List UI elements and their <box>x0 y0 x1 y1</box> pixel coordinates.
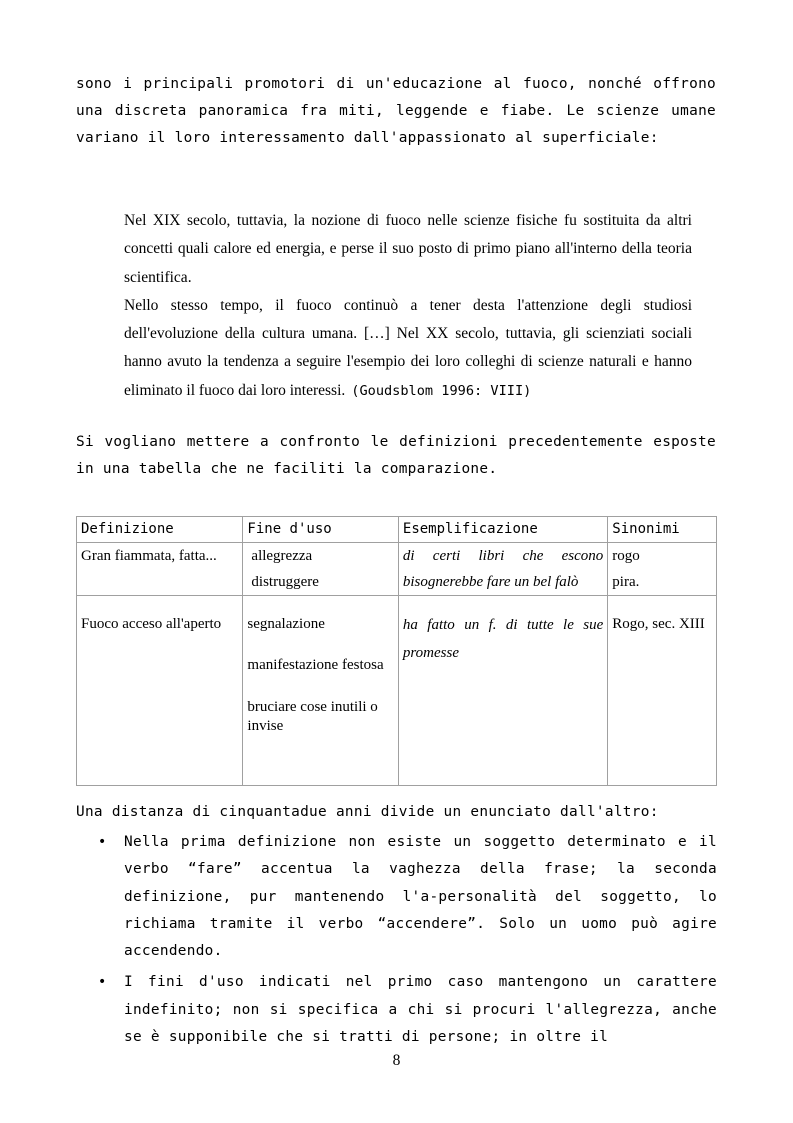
header-fine-uso: Fine d'uso <box>243 517 398 543</box>
comparison-table <box>76 516 717 786</box>
block-quote <box>124 207 692 405</box>
intro-paragraph: sono i principali promotori di un'educazione al fuoco, nonché offrono una discreta panoramica fra miti, leggende e fiabe. Le scienze umane variano il loro interessamento dall'appassionato al superficiale: <box>76 76 716 147</box>
sinonimo-item: pira. <box>612 574 640 590</box>
quote-paragraph-1: Nel XIX secolo, tuttavia, la nozione di fuoco nelle scienze fisiche fu sostituita da altri concetti quali calore ed energia, e perse il suo posto di primo piano all'interno della teoria scientifica. <box>124 212 692 286</box>
bullet-icon: • <box>98 834 107 850</box>
quote-citation: (Goudsblom 1996: VIII) <box>351 382 532 399</box>
header-esemplificazione: Esemplificazione <box>398 517 607 543</box>
table-header-row <box>77 517 717 543</box>
bullet-list <box>76 829 717 1051</box>
after-table-paragraph: Una distanza di cinquantadue anni divide un enunciato dall'altro: <box>76 804 659 820</box>
fine-item: segnalazione <box>247 616 325 632</box>
table-row <box>77 543 717 596</box>
list-item-text: Nella prima definizione non esiste un soggetto determinato e il verbo “fare” accentua la vaghezza della frase; la seconda definizione, pur mantenendo l'a-personalità del soggetto, lo richiama tramite il verbo “accendere”. Solo un uomo può agire accendendo. <box>124 834 717 960</box>
fine-item: allegrezza <box>251 548 313 564</box>
header-sinonimi: Sinonimi <box>608 517 717 543</box>
cell-esemplificazione: di certi libri che escono bisognerebbe fare un bel falò <box>398 543 607 596</box>
cell-esemplificazione: ha fatto un f. di tutte le sue promesse <box>398 596 607 786</box>
cell-fine-uso <box>243 596 398 786</box>
cell-definizione: Gran fiammata, fatta... <box>77 543 243 596</box>
list-item <box>76 829 717 965</box>
cell-sinonimi: Rogo, sec. XIII <box>608 596 717 786</box>
cell-sinonimi <box>608 543 717 596</box>
quote-paragraph-2 <box>124 292 692 405</box>
fine-item: manifestazione festosa <box>247 657 384 673</box>
quote-paragraph-2-text: Nello stesso tempo, il fuoco continuò a tener desta l'attenzione degli studiosi dell'evoluzione della cultura umana. […] Nel XX secolo, tuttavia, gli scienziati sociali hanno avuto la tendenza a seguire l'esempio dei loro colleghi di scienze naturali e hanno eliminato il fuoco dai loro interessi. <box>124 296 692 399</box>
header-definizione: Definizione <box>77 517 243 543</box>
cell-definizione: Fuoco acceso all'aperto <box>77 596 243 786</box>
fine-item: distruggere <box>251 574 319 590</box>
cell-fine-uso <box>243 543 398 596</box>
table-intro-paragraph: Si vogliano mettere a confronto le definizioni precedentemente esposte in una tabella che ne faciliti la comparazione. <box>76 434 716 478</box>
sinonimo-item: rogo <box>612 548 640 564</box>
bullet-icon: • <box>98 974 107 991</box>
table-row <box>77 596 717 786</box>
fine-item: bruciare cose inutili o invise <box>247 699 378 734</box>
list-item-text: I fini d'uso indicati nel primo caso mantengono un carattere indefinito; non si specifica a chi si procuri l'allegrezza, anche se è supponibile che si tratti di persone; in oltre il <box>124 974 717 1046</box>
list-item <box>76 969 717 1051</box>
page-number: 8 <box>392 1052 401 1069</box>
